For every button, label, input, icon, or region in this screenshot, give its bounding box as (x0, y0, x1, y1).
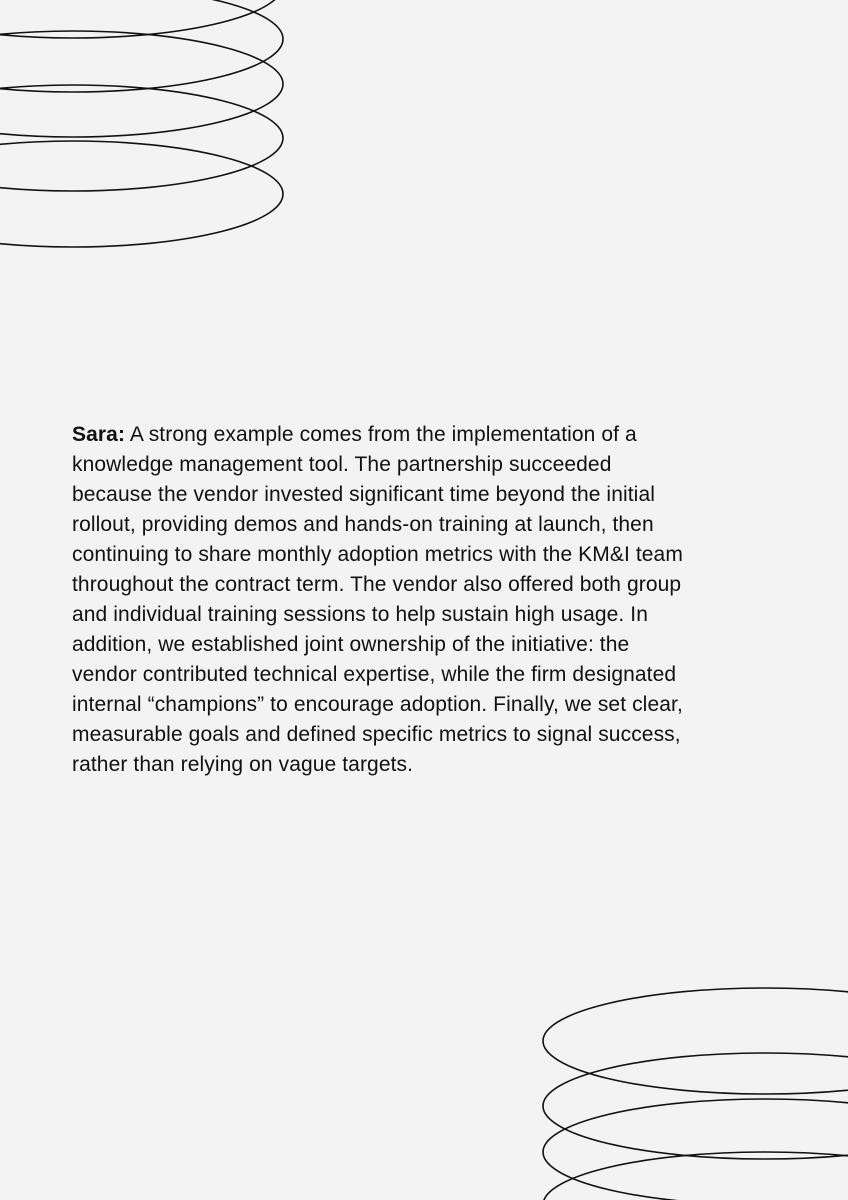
bottom-right-rings (543, 988, 848, 1200)
answer-line: rollout, providing demos and hands-on training at launch, then (72, 513, 654, 536)
ring (543, 1053, 848, 1159)
answer-line: measurable goals and defined specific metrics to signal success, (72, 723, 681, 746)
ring (543, 988, 848, 1094)
ring (0, 0, 283, 92)
ring (543, 1152, 848, 1200)
ring (543, 1099, 848, 1200)
answer-line: rather than relying on vague targets. (72, 753, 414, 776)
answer-line: and individual training sessions to help sustain high usage. In (72, 603, 649, 626)
answer-line: addition, we established joint ownership of the initiative: the (72, 633, 630, 656)
top-left-rings (0, 0, 283, 247)
ring (0, 31, 283, 137)
speaker-name: Sara: (72, 423, 126, 446)
interview-answer (72, 420, 792, 780)
answer-line: internal “champions” to encourage adoption. Finally, we set clear, (72, 693, 683, 716)
answer-line: because the vendor invested significant time beyond the initial (72, 483, 655, 506)
answer-line: continuing to share monthly adoption metrics with the KM&I team (72, 543, 683, 566)
answer-line: throughout the contract term. The vendor also offered both group (72, 573, 682, 596)
ring (0, 141, 283, 247)
answer-line: vendor contributed technical expertise, while the firm designated (72, 663, 677, 686)
answer-line: knowledge management tool. The partnership succeeded (72, 453, 612, 476)
answer-line: A strong example comes from the implementation of a (129, 423, 637, 446)
ring (0, 85, 283, 191)
